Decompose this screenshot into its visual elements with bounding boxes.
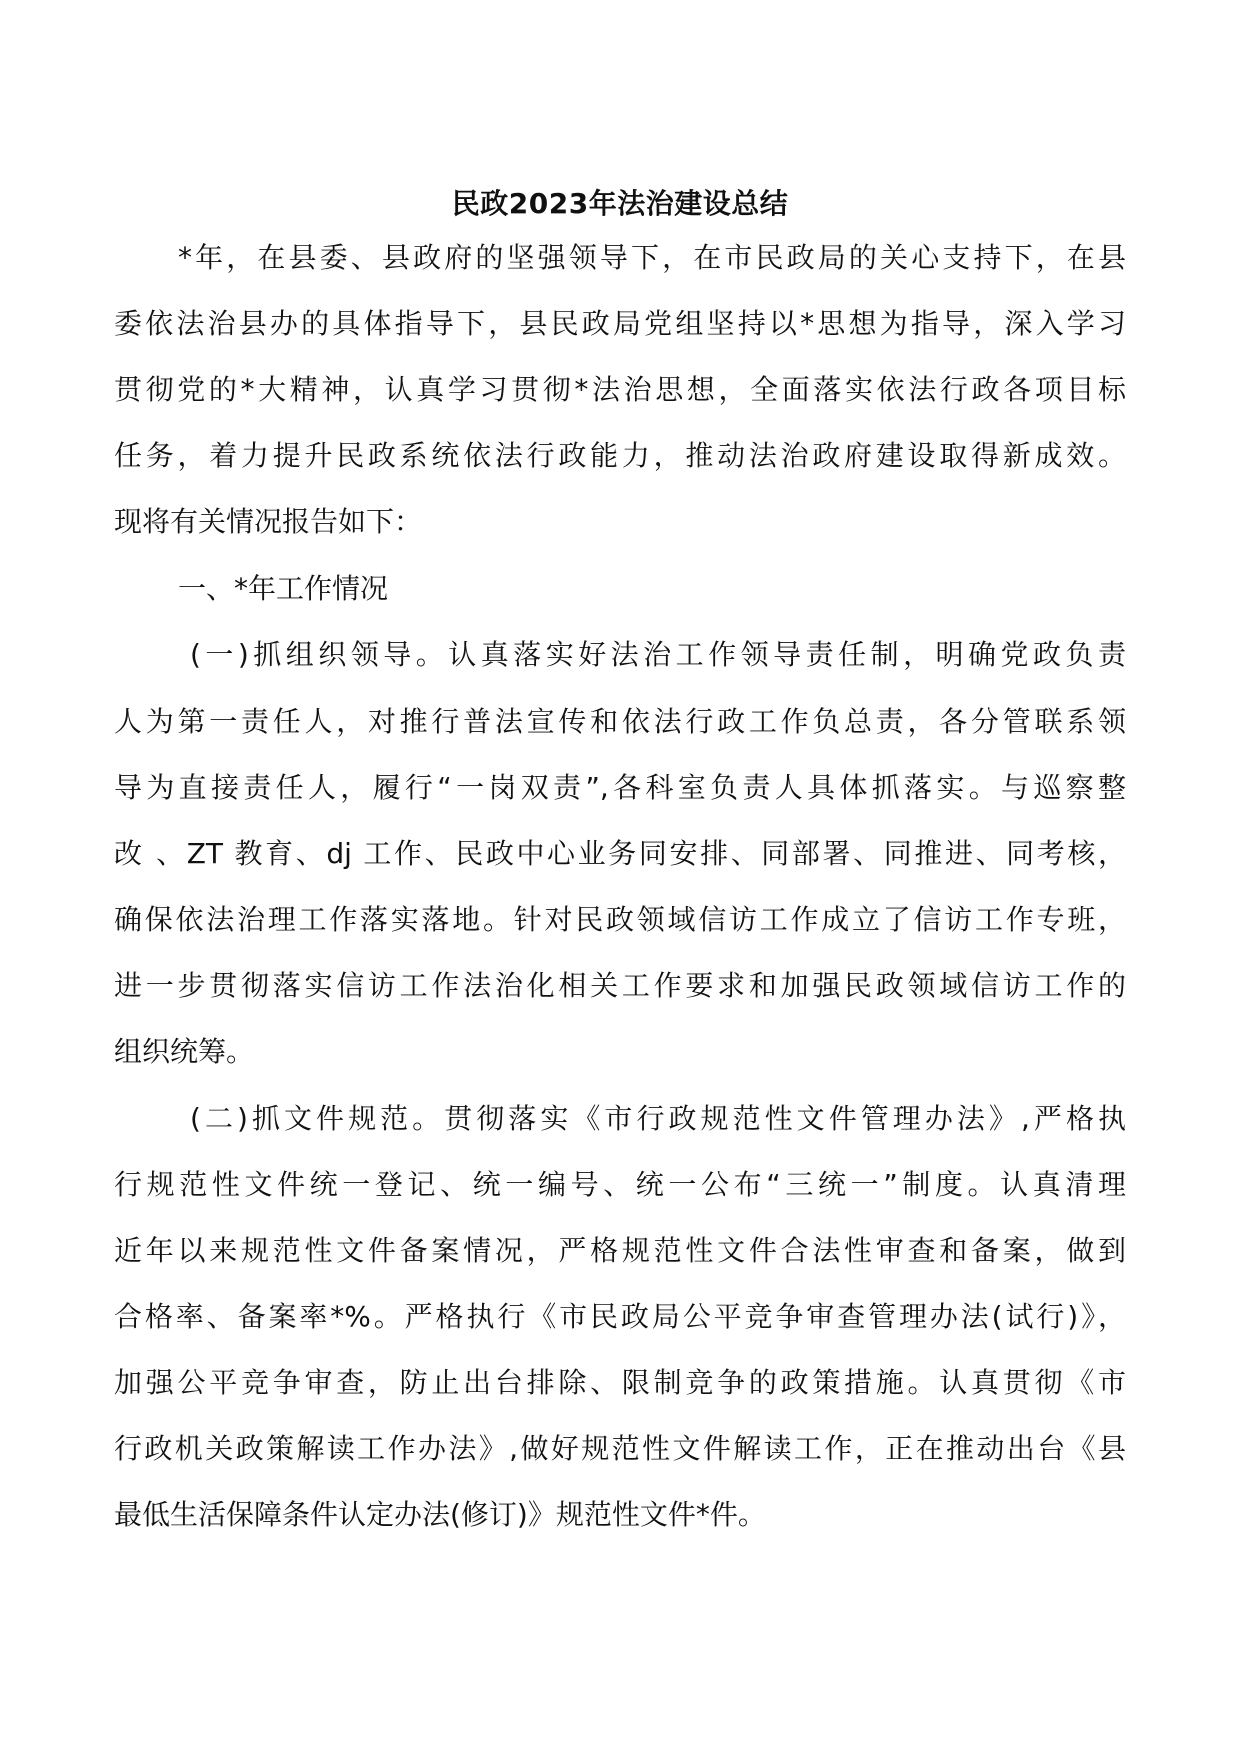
paragraph-line: 进一步贯彻落实信访工作法治化相关工作要求和加强民政领域信访工作的 [114, 969, 1126, 1002]
paragraph-line: 近年以来规范性文件备案情况，严格规范性文件合法性审查和备案，做到 [114, 1234, 1126, 1267]
paragraph-line: *年，在县委、县政府的坚强领导下，在市民政局的关心支持下，在县 [178, 241, 1126, 274]
paragraph-line: 人为第一责任人，对推行普法宣传和依法行政工作负总责，各分管联系领 [114, 705, 1126, 738]
paragraph-line: 合格率、备案率*%。严格执行《市民政局公平竞争审查管理办法(试行)》， [114, 1300, 1126, 1333]
paragraph-line: 导为直接责任人，履行“一岗双责”,各科室负责人具体抓落实。与巡察整 [114, 771, 1126, 804]
paragraph-line: 行规范性文件统一登记、统一编号、统一公布“三统一”制度。认真清理 [114, 1168, 1126, 1201]
document-title: 民政2023年法治建设总结 [451, 187, 789, 220]
paragraph-line: 确保依法治理工作落实落地。针对民政领域信访工作成立了信访工作专班， [114, 903, 1126, 936]
paragraph-line: 委依法治县办的具体指导下，县民政局党组坚持以*思想为指导，深入学习 [114, 307, 1126, 340]
paragraph-line: 加强公平竞争审查，防止出台排除、限制竞争的政策措施。认真贯彻《市 [114, 1366, 1126, 1399]
paragraph-line: (一)抓组织领导。认真落实好法治工作领导责任制，明确党政负责 [190, 638, 1126, 671]
section-heading: 一、*年工作情况 [178, 572, 389, 605]
paragraph-line: 贯彻党的*大精神，认真学习贯彻*法治思想，全面落实依法行政各项目标 [114, 373, 1126, 406]
paragraph-line: 任务，着力提升民政系统依法行政能力，推动法治政府建设取得新成效。 [114, 439, 1126, 472]
paragraph-line: 最低生活保障条件认定办法(修订)》规范性文件*件。 [114, 1498, 766, 1531]
paragraph-line: 行政机关政策解读工作办法》,做好规范性文件解读工作，正在推动出台《县 [114, 1432, 1126, 1465]
paragraph-line: 改 、ZT 教育、dj 工作、民政中心业务同安排、同部署、同推进、同考核， [114, 837, 1126, 870]
paragraph-line: (二)抓文件规范。贯彻落实《市行政规范性文件管理办法》,严格执 [190, 1102, 1126, 1135]
paragraph-line: 现将有关情况报告如下： [114, 505, 423, 538]
paragraph-line: 组织统筹。 [114, 1035, 255, 1068]
